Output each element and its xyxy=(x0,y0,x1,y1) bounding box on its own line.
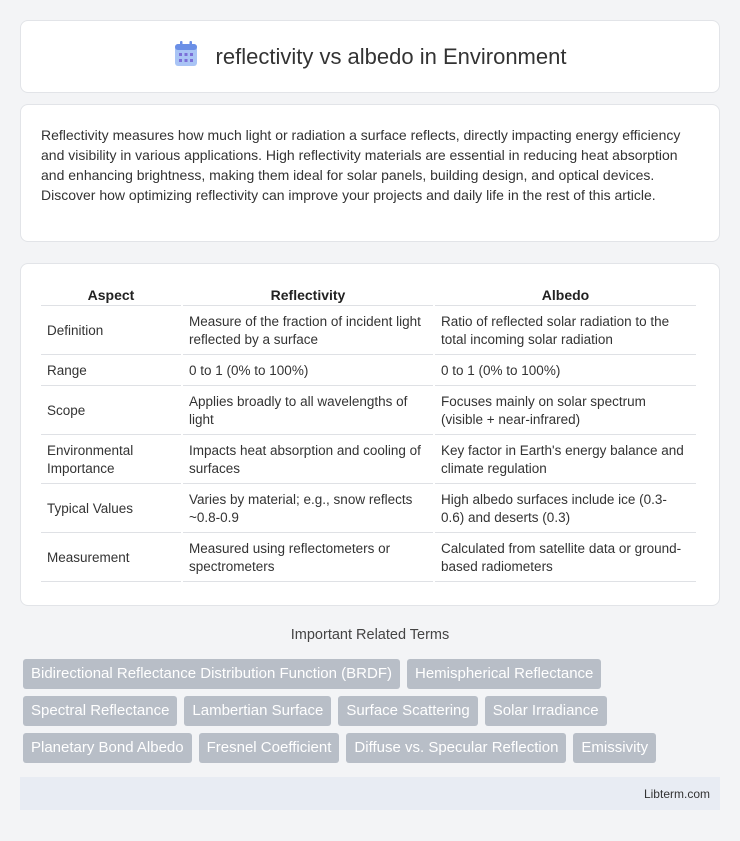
cell-albedo: Calculated from satellite data or ground-based radiometers xyxy=(435,533,696,582)
cell-aspect: Range xyxy=(41,355,181,386)
calendar-icon xyxy=(174,41,198,72)
header-reflectivity: Reflectivity xyxy=(183,284,433,306)
footer-site-link[interactable]: Libterm.com xyxy=(643,786,710,801)
cell-reflectivity: Measured using reflectometers or spectrometers xyxy=(183,533,433,582)
cell-reflectivity: Impacts heat absorption and cooling of surfaces xyxy=(183,435,433,484)
tag-hemispherical-reflectance[interactable]: Hemispherical Reflectance xyxy=(407,659,601,689)
tag-brdf[interactable]: Bidirectional Reflectance Distribution Function (BRDF) xyxy=(23,659,400,689)
cell-aspect: Typical Values xyxy=(41,484,181,533)
tag-lambertian-surface[interactable]: Lambertian Surface xyxy=(184,696,331,726)
tag-row xyxy=(23,659,723,689)
cell-albedo: Ratio of reflected solar radiation to the total incoming solar radiation xyxy=(435,306,696,355)
table-row xyxy=(41,484,696,533)
cell-reflectivity: Measure of the fraction of incident light reflected by a surface xyxy=(183,306,433,355)
page-title: reflectivity vs albedo in Environment xyxy=(215,43,567,69)
cell-albedo: Focuses mainly on solar spectrum (visible + near-infrared) xyxy=(435,386,696,435)
tag-emissivity[interactable]: Emissivity xyxy=(573,733,656,763)
cell-reflectivity: Varies by material; e.g., snow reflects ~0.8-0.9 xyxy=(183,484,433,533)
table-row xyxy=(41,306,696,355)
tag-solar-irradiance[interactable]: Solar Irradiance xyxy=(485,696,607,726)
related-terms-list xyxy=(23,659,723,770)
intro-text: Reflectivity measures how much light or radiation a surface reflects, directly impacting energy efficiency and visibility in various applications. High reflectivity materials are essential in reducing heat absorption and enhancing brightness, making them ideal for solar panels, building design, and optical devices. Discover how optimizing reflectivity can improve your projects and daily life in the rest of this article. xyxy=(41,127,681,203)
header-albedo: Albedo xyxy=(435,284,696,306)
cell-albedo: Key factor in Earth's energy balance and climate regulation xyxy=(435,435,696,484)
tag-surface-scattering[interactable]: Surface Scattering xyxy=(338,696,477,726)
comparison-table xyxy=(39,284,698,582)
footer xyxy=(20,777,720,810)
tag-spectral-reflectance[interactable]: Spectral Reflectance xyxy=(23,696,177,726)
header-card xyxy=(20,20,720,93)
table-row xyxy=(41,355,696,386)
cell-aspect: Environmental Importance xyxy=(41,435,181,484)
cell-reflectivity: Applies broadly to all wavelengths of light xyxy=(183,386,433,435)
tag-fresnel-coefficient[interactable]: Fresnel Coefficient xyxy=(199,733,340,763)
table-row xyxy=(41,386,696,435)
table-row xyxy=(41,533,696,582)
cell-aspect: Scope xyxy=(41,386,181,435)
intro-card xyxy=(20,104,720,242)
comparison-card xyxy=(20,263,720,606)
related-terms-title: Important Related Terms xyxy=(290,627,450,643)
table-header-row xyxy=(41,284,696,306)
tag-row xyxy=(23,733,723,763)
cell-aspect: Measurement xyxy=(41,533,181,582)
table-row xyxy=(41,435,696,484)
cell-aspect: Definition xyxy=(41,306,181,355)
header-aspect: Aspect xyxy=(41,284,181,306)
cell-albedo: 0 to 1 (0% to 100%) xyxy=(435,355,696,386)
tag-diffuse-vs-specular[interactable]: Diffuse vs. Specular Reflection xyxy=(346,733,566,763)
tag-planetary-bond-albedo[interactable]: Planetary Bond Albedo xyxy=(23,733,192,763)
cell-reflectivity: 0 to 1 (0% to 100%) xyxy=(183,355,433,386)
tag-row xyxy=(23,696,723,726)
cell-albedo: High albedo surfaces include ice (0.3-0.6) and deserts (0.3) xyxy=(435,484,696,533)
